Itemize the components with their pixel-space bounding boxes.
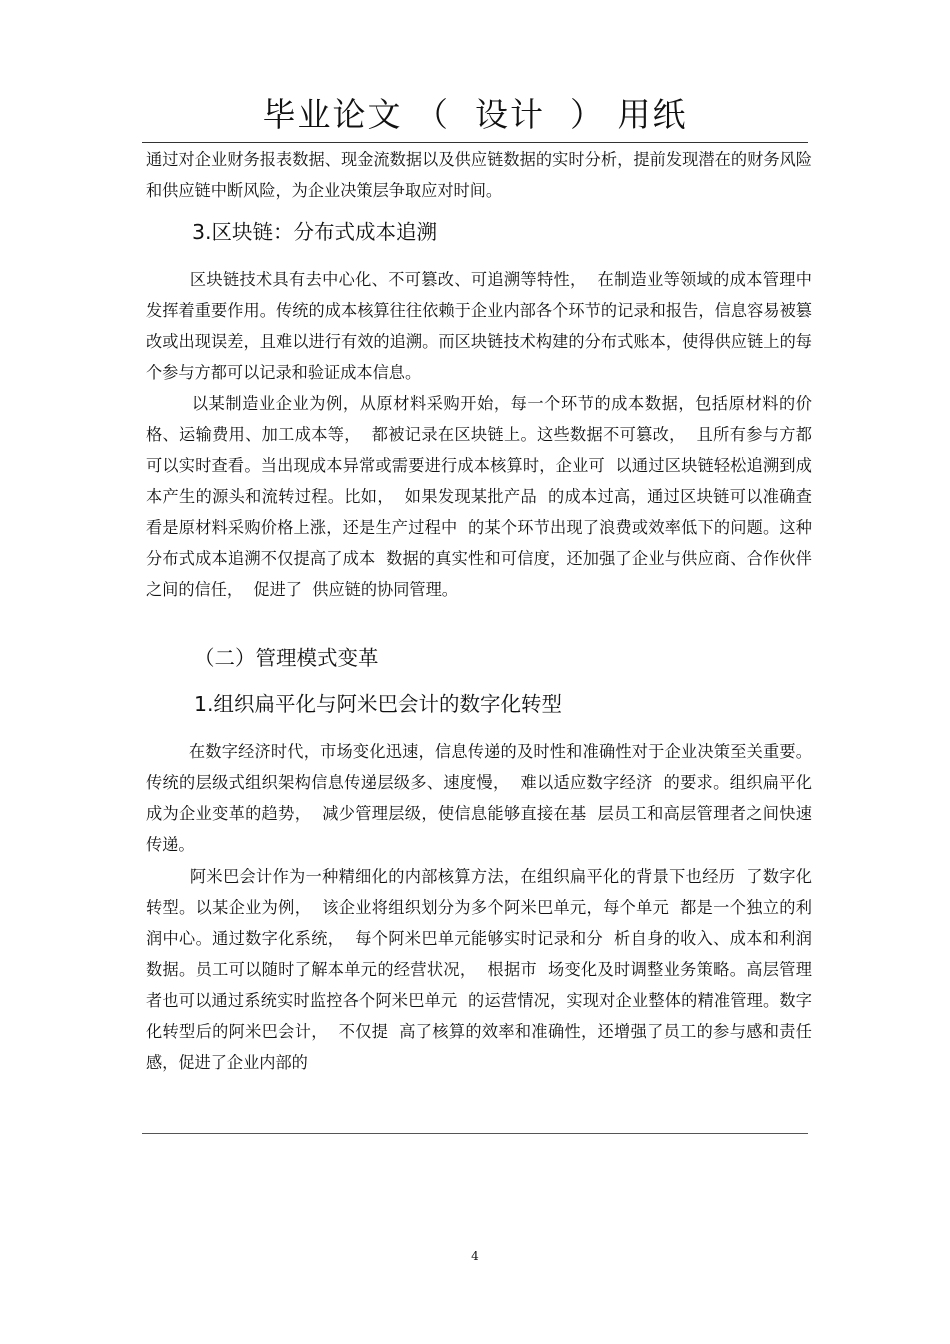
amoeba-paragraph-2: 阿米巴会计作为一种精细化的内部核算方法，在组织扁平化的背景下也经历 了数字化转型。以某企业为例， 该企业将组织划分为多个阿米巴单元，每个单元 都是一个独立的利润中心。通过数字化系统， 每个阿米巴单元能够实时记录和分 析自身的收入、成本和利润数据。员工可以随时了解本单元的经营状况， 根据市 场变化及时调整业务策略。高层管理者也可以通过系统实时监控各个阿米巴单元 的运营情况，实现对企业整体的精准管理。数字化转型后的阿米巴会计， 不仅提 高了核算的效率和准确性，还增强了员工的参与感和责任感，促进了企业内部的 xyxy=(146,867,812,1072)
amoeba-paragraph-1: 在数字经济时代，市场变化迅速，信息传递的及时性和准确性对于企业决策至关重要。传统的层级式组织架构信息传递层级多、速度慢， 难以适应数字经济 的要求。组织扁平化成为企业变革的趋势， 减少管理层级，使信息能够直接在基 层员工和高层管理者之间快速传递。 xyxy=(146,742,812,854)
header-divider xyxy=(142,142,808,143)
footer-divider xyxy=(142,1133,808,1134)
blockchain-paragraph-1: 区块链技术具有去中心化、不可篡改、可追溯等特性， 在制造业等领域的成本管理中发挥着重要作用。传统的成本核算往往依赖于企业内部各个环节的记录和报告，信息容易被篡改或出现误差，且难以进行有效的追溯。而区块链技术构建的分布式账本，使得供应链上的每个参与方都可以记录和验证成本信息。 xyxy=(146,270,812,382)
section-heading-amoeba: 1.组织扁平化与阿米巴会计的数字化转型 xyxy=(194,692,563,716)
blockchain-paragraph-2: 以某制造业企业为例，从原材料采购开始，每一个环节的成本数据，包括原材料的价格、运输费用、加工成本等， 都被记录在区块链上。这些数据不可篡改， 且所有参与方都可以实时查看。当出现成本异常或需要进行成本核算时，企业可 以通过区块链轻松追溯到成本产生的源头和流转过程。比如， 如果发现某批产品 的成本过高，通过区块链可以准确查看是原材料采购价格上涨，还是生产过程中 的某个环节出现了浪费或效率低下的问题。这种分布式成本追溯不仅提高了成本 数据的真实性和可信度，还加强了企业与供应商、合作伙伴之间的信任， 促进了 供应链的协同管理。 xyxy=(146,394,812,599)
section-heading-blockchain: 3.区块链：分布式成本追溯 xyxy=(192,220,438,244)
page-number: 4 xyxy=(471,1249,479,1263)
page-header-title: 毕业论文 （ 设计 ） 用纸 xyxy=(262,95,688,134)
intro-paragraph-fragment: 通过对企业财务报表数据、现金流数据以及供应链数据的实时分析，提前发现潜在的财务风险和供应链中断风险，为企业决策层争取应对时间。 xyxy=(146,150,812,200)
section-heading-management-change: （二）管理模式变革 xyxy=(194,646,379,670)
